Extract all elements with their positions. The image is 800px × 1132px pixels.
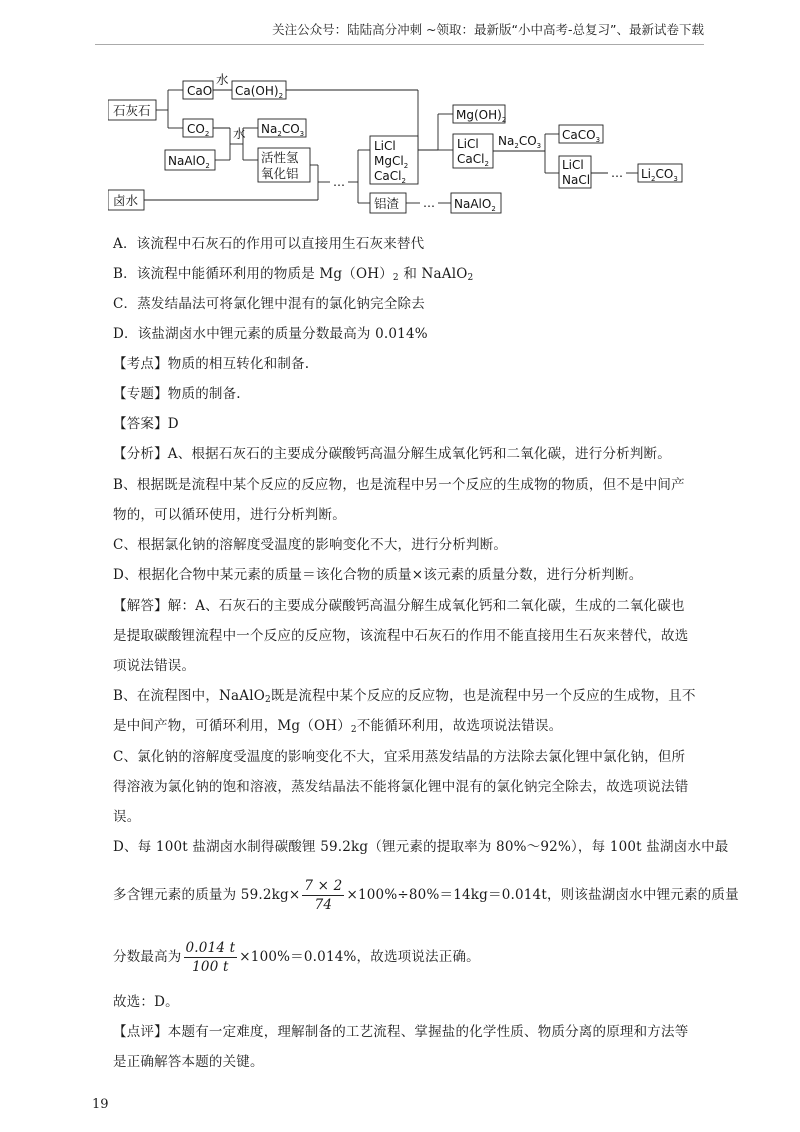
svg-text:Mg(OH)2: $Mg(OH)_2$ (456, 108, 507, 124)
option-b: B．该流程中能循环利用的物质是 $Mg(OH)_2$ 和 NaAlO$_2$ (113, 266, 474, 283)
svg-text:活性氢: 活性氢 (261, 150, 299, 165)
solution-10: 多含锂元素的质量为 59.2kg× $\frac{7 \times 2}{74}$ ×100%÷80%＝14kg＝0.014t，则该盐湖卤水中锂元素的质量 (113, 878, 739, 913)
analysis-3: 物的，可以循环使用，进行分析判断。 (113, 507, 346, 523)
solution-8: 误。 (113, 809, 141, 825)
solution-7: 得溶液为氯化钠的饱和溶液，蒸发结晶法不能将氯化锂中混有的氯化钠完全除去，故选项说法错 (113, 779, 689, 795)
zhuanti: 【专题】物质的制备. (113, 386, 241, 402)
fraction-1: $\frac{7 \times 2}{74}$ (304, 878, 343, 913)
solution-9: D、每 100t 盐湖卤水制得碳酸锂 59.2kg（锂元素的提取率为 80%～92%），每 100t 盐湖卤水中最 (113, 839, 729, 855)
final-choice: 故选：D。 (113, 994, 179, 1010)
solution-3: 项说法错误。 (113, 658, 196, 674)
option-a: A．该流程中石灰石的作用可以直接用生石灰来替代 (113, 236, 425, 252)
comment-2: 是正确解答本题的关键。 (113, 1054, 264, 1070)
header-divider (95, 44, 704, 45)
svg-text:…: … (611, 166, 623, 180)
solution-11: 分数最高为 $\frac{0.014 t}{100 t}$ ×100%＝0.014%，故选项说法正确。 (113, 940, 480, 975)
svg-text:CO2: $CO_2$ (187, 122, 210, 138)
svg-text:CaCO3: CaCO$_3$ (562, 128, 601, 144)
svg-text:LiCl: LiCl (457, 137, 479, 151)
svg-text:MgCl2: MgCl$_2$ (374, 154, 409, 170)
svg-text:CaCl2: CaCl$_2$ (374, 169, 406, 185)
svg-text:氧化铝: 氧化铝 (261, 166, 299, 181)
svg-text:LiCl: LiCl (374, 139, 396, 153)
svg-text:Li2CO3: $Li_2CO_3$ (641, 167, 678, 183)
solution-1: 【解答】解：A、石灰石的主要成分碳酸钙高温分解生成氧化钙和二氧化碳，生成的二氧化碳也 (113, 598, 685, 614)
analysis-1: 【分析】A、根据石灰石的主要成分碳酸钙高温分解生成氧化钙和二氧化碳，进行分析判断。 (113, 446, 671, 462)
analysis-5: D、根据化合物中某元素的质量＝该化合物的质量×该元素的质量分数，进行分析判断。 (113, 567, 643, 583)
svg-text:铝渣: 铝渣 (374, 196, 400, 211)
solution-5: 是中间产物，可循环利用，$Mg(OH)_2$不能循环利用，故选项说法错误。 (113, 718, 563, 735)
solution-4: B、在流程图中，NaAlO$_2$既是流程中某个反应的反应物，也是流程中另一个反应的生成物，且不 (113, 688, 696, 705)
label-brine: 卤水 (113, 193, 139, 208)
kaodian: 【考点】物质的相互转化和制备. (113, 356, 310, 372)
svg-text:…: … (423, 196, 435, 210)
analysis-4: C、根据氯化钠的溶解度受温度的影响变化不大，进行分析判断。 (113, 537, 508, 553)
label-cao: CaO (187, 84, 213, 98)
page-header: 关注公众号：陆陆高分冲刺 ~领取：最新版“小中高考-总复习”、最新试卷下载 (272, 22, 704, 37)
option-d: D．该盐湖卤水中锂元素的质量分数最高为 0.014% (113, 326, 428, 342)
solution-6: C、氯化钠的溶解度受温度的影响变化不大，宜采用蒸发结晶的方法除去氯化锂中氯化钠，但所 (113, 749, 686, 765)
svg-text:Na2CO3: $Na_2CO_3$ (261, 122, 305, 138)
page-number: 19 (92, 1097, 109, 1112)
label-limestone: 石灰石 (113, 103, 151, 118)
fraction-2: $\frac{0.014 t}{100 t}$ (185, 940, 236, 975)
svg-text:NaCl: NaCl (562, 173, 591, 187)
svg-text:…: … (333, 175, 345, 189)
answer: 【答案】D (113, 416, 179, 432)
option-c: C．蒸发结晶法可将氯化锂中混有的氯化钠完全除去 (113, 296, 425, 312)
label-water-2: 水 (233, 126, 246, 141)
comment-1: 【点评】本题有一定难度，理解制备的工艺流程、掌握盐的化学性质、物质分离的原理和方法等 (113, 1024, 689, 1040)
svg-text:CaCl2: CaCl$_2$ (457, 152, 489, 168)
process-flow-diagram (108, 70, 708, 220)
analysis-2: B、根据既是流程中某个反应的反应物，也是流程中另一个反应的生成物的物质，但不是中间产 (113, 477, 685, 493)
solution-2: 是提取碳酸锂流程中一个反应的反应物，该流程中石灰石的作用不能直接用生石灰来替代，故选 (113, 628, 689, 644)
svg-text:LiCl: LiCl (562, 158, 584, 172)
label-water-1: 水 (216, 72, 229, 87)
svg-text:NaAlO2: NaAlO$_2$ (454, 197, 496, 213)
svg-text:Ca(OH)2: $Ca(OH)_2$ (235, 84, 284, 100)
svg-text:NaAlO2: NaAlO$_2$ (168, 154, 210, 170)
svg-text:Na2CO3: $Na_2CO_3$ (498, 134, 542, 150)
